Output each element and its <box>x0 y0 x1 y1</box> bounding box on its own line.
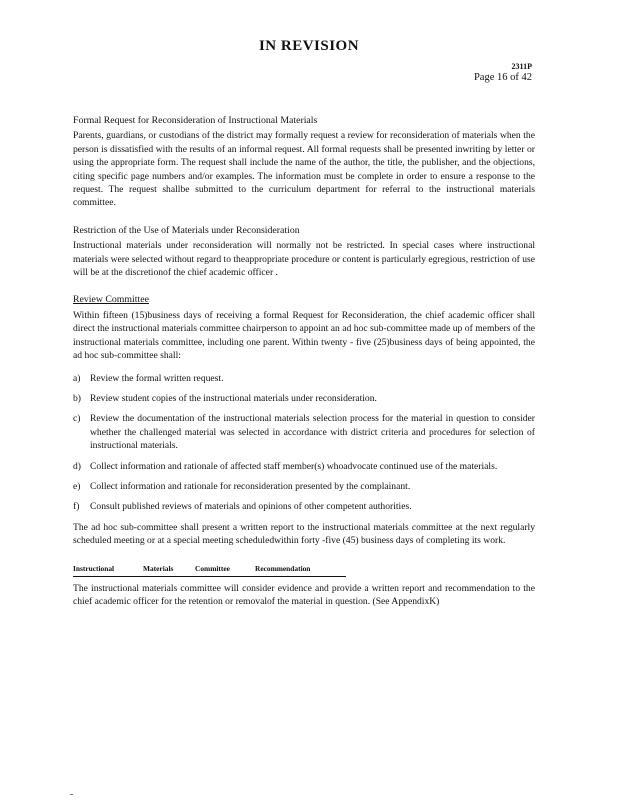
heading-word: Instructional <box>73 563 115 573</box>
list-text: Consult published reviews of materials and opinions of other competent authorities. <box>90 501 412 513</box>
list-item <box>73 372 535 385</box>
footer-mark <box>70 794 73 795</box>
list-letter: d) <box>73 460 81 472</box>
list-text: Review the formal written request. <box>90 372 224 384</box>
document-body <box>73 114 535 623</box>
list-text: Review the documentation of the instructional materials selection process for the material in question to consider whether the challenged material was selected in accordance with district criteria and procedures for selection of instructional materials. <box>90 413 535 452</box>
review-steps-list <box>73 372 535 514</box>
review-committee-heading: Review Committee <box>73 294 149 306</box>
list-item <box>73 480 535 493</box>
restriction-heading: Restriction of the Use of Materials under Reconsideration <box>73 224 300 236</box>
restriction-paragraph: Instructional materials under reconsideration will normally not be restricted. In special cases where instructional materials were selected without regard to theappropriate procedure or content is particularly egregious, restriction of use will be at the discretionof the chief academic officer . <box>73 240 535 279</box>
page-number: Page 16 of 42 <box>473 72 532 83</box>
formal-request-heading: Formal Request for Reconsideration of Instructional Materials <box>73 115 318 126</box>
list-letter: f) <box>73 501 80 513</box>
list-item <box>73 412 535 452</box>
list-item <box>73 460 535 473</box>
heading-word: Committee <box>195 563 230 573</box>
formal-request-paragraph: Parents, guardians, or custodians of the district may formally request a review for reconsideration of materials when the person is dissatisfied with the results of an informal request. All formal requests shall be presented inwriting by letter or using the appropriate form. The request shall include the name of the author, the title, the publisher, and the objections, citing specific page numbers and/or examples. The information must be complete in order to ensure a response to the request. The request shallbe submitted to the curriculum department for referral to the instructional materials committee. <box>73 130 535 209</box>
review-committee-closing: The ad hoc sub-committee shall present a written report to the instructional materials committee at the next regularly scheduled meeting or at a special meeting scheduledwithin forty -five (45) business days of completing its work. <box>73 521 535 547</box>
list-letter: e) <box>73 480 81 492</box>
recommendation-heading <box>73 562 346 577</box>
list-item <box>73 500 535 513</box>
list-letter: a) <box>73 372 81 384</box>
heading-word: Recommendation <box>255 563 311 573</box>
list-letter: c) <box>73 413 81 425</box>
list-text: Collect information and rationale of affected staff member(s) whoadvocate continued use of the materials. <box>90 460 498 472</box>
list-letter: b) <box>73 392 81 404</box>
policy-code: 2311P <box>511 62 532 71</box>
list-item <box>73 392 535 405</box>
revision-title: IN REVISION <box>258 38 360 54</box>
list-text: Review student copies of the instructional materials under reconsideration. <box>90 392 377 404</box>
recommendation-paragraph: The instructional materials committee will consider evidence and provide a written report and recommendation to the chief academic officer for the retention or removalof the material in question. (See AppendixK) <box>73 582 535 608</box>
review-committee-intro: Within fifteen (15)business days of receiving a formal Request for Reconsideration, the chief academic officer shall direct the instructional materials committee chairperson to appoint an ad hoc sub-committee made up of members of the instructional materials committee, including one parent. Within twenty - five (25)business days of being appointed, the ad hoc sub-committee shall: <box>73 309 535 362</box>
heading-word: Materials <box>143 563 174 573</box>
list-text: Collect information and rationale for reconsideration presented by the complainant. <box>90 480 411 492</box>
